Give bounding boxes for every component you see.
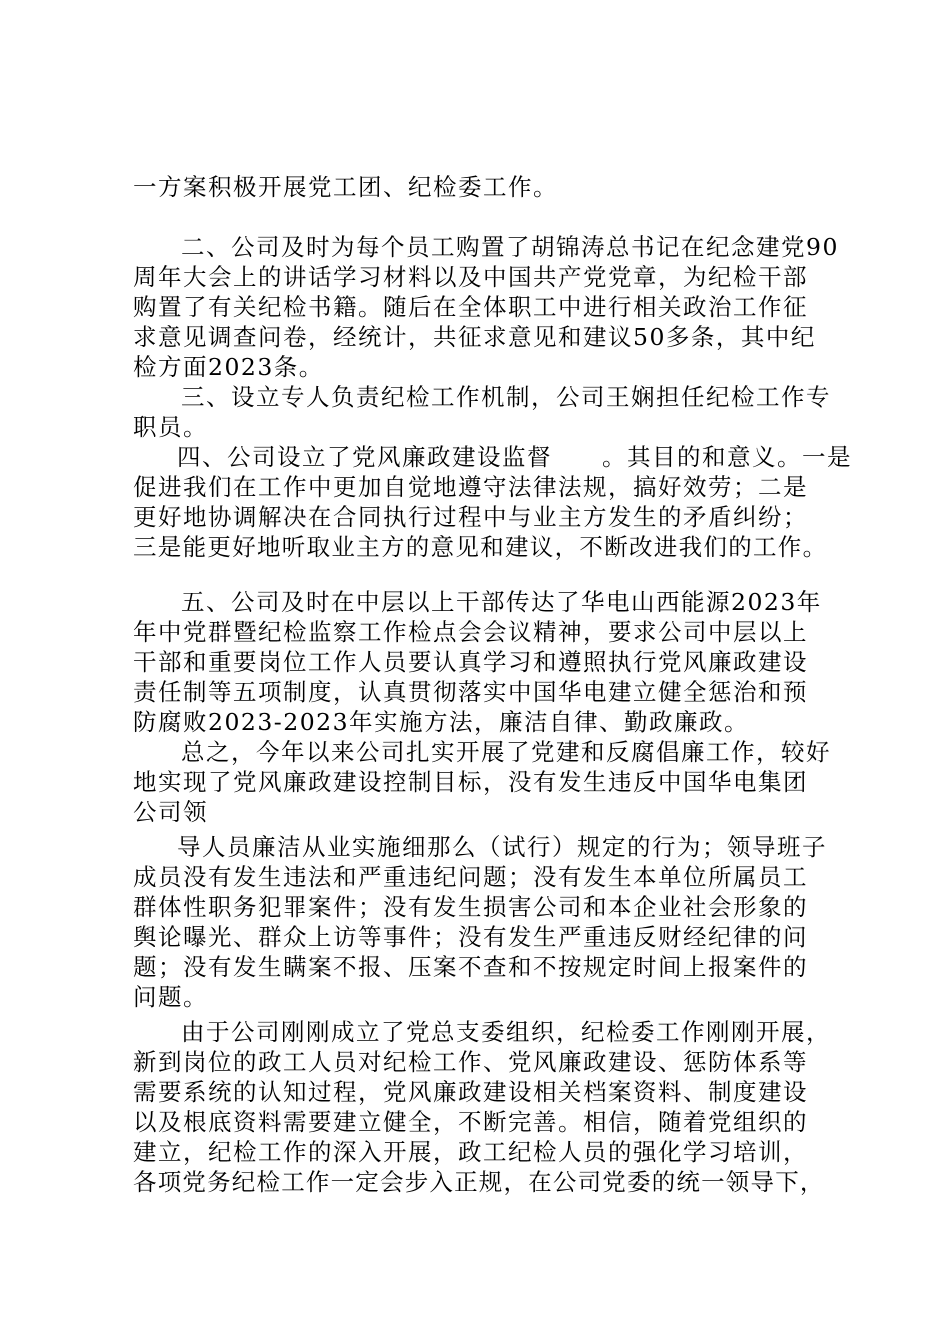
text-line: 责任制等五项制度，认真贯彻落实中国华电建立健全惩治和预 — [133, 678, 808, 706]
text-line: 由于公司刚刚成立了党总支委组织，纪检委工作刚刚开展， — [181, 1018, 831, 1046]
text-line: 新到岗位的政工人员对纪检工作、党风廉政建设、惩防体系等 — [133, 1048, 808, 1076]
text-line: 问题。 — [133, 983, 208, 1011]
text-line: 公司领 — [133, 798, 208, 826]
text-line: 检方面2023条。 — [133, 353, 324, 381]
text-line: 舆论曝光、群众上访等事件；没有发生严重违反财经纪律的问 — [133, 923, 808, 951]
text-line: 各项党务纪检工作一定会步入正规，在公司党委的统一领导下， — [133, 1168, 825, 1196]
text-line: 职员。 — [133, 413, 208, 441]
text-line: 三是能更好地听取业主方的意见和建议，不断改进我们的工作。 — [133, 533, 828, 561]
text-line: 二、公司及时为每个员工购置了胡锦涛总书记在纪念建党90 — [181, 233, 839, 261]
text-line: 更好地协调解决在合同执行过程中与业主方发生的矛盾纠纷； — [133, 503, 808, 531]
text-line: 防腐败2023-2023年实施方法，廉洁自律、勤政廉政。 — [133, 708, 750, 736]
text-line: 一方案积极开展党工团、纪检委工作。 — [133, 173, 558, 201]
text-line: 地实现了党风廉政建设控制目标，没有发生违反中国华电集团 — [133, 768, 808, 796]
text-line: 成员没有发生违法和严重违纪问题；没有发生本单位所属员工 — [133, 863, 808, 891]
text-line: 周年大会上的讲话学习材料以及中国共产党党章，为纪检干部 — [133, 263, 808, 291]
text-line: 四、公司设立了党风廉政建设监督 。其目的和意义。一是 — [177, 443, 852, 471]
text-line: 总之，今年以来公司扎实开展了党建和反腐倡廉工作，较好 — [181, 738, 831, 766]
text-line: 促进我们在工作中更加自觉地遵守法律法规，搞好效劳；二是 — [133, 473, 808, 501]
text-line: 群体性职务犯罪案件；没有发生损害公司和本企业社会形象的 — [133, 893, 808, 921]
text-line: 导人员廉洁从业实施细那么（试行）规定的行为；领导班子 — [177, 833, 827, 861]
text-line: 购置了有关纪检书籍。随后在全体职工中进行相关政治工作征 — [133, 293, 808, 321]
text-line: 年中党群暨纪检监察工作检点会会议精神，要求公司中层以上 — [133, 618, 808, 646]
text-line: 以及根底资料需要建立健全，不断完善。相信，随着党组织的 — [133, 1108, 808, 1136]
text-line: 求意见调查问卷，经统计，共征求意见和建议50多条，其中纪 — [133, 323, 816, 351]
text-line: 三、设立专人负责纪检工作机制，公司王娴担任纪检工作专 — [181, 383, 831, 411]
text-line: 五、公司及时在中层以上干部传达了华电山西能源2023年 — [181, 588, 822, 616]
text-line: 干部和重要岗位工作人员要认真学习和遵照执行党风廉政建设 — [133, 648, 808, 676]
text-line: 题；没有发生瞒案不报、压案不查和不按规定时间上报案件的 — [133, 953, 808, 981]
text-line: 建立，纪检工作的深入开展，政工纪检人员的强化学习培训， — [133, 1138, 808, 1166]
text-line: 需要系统的认知过程，党风廉政建设相关档案资料、制度建设 — [133, 1078, 808, 1106]
